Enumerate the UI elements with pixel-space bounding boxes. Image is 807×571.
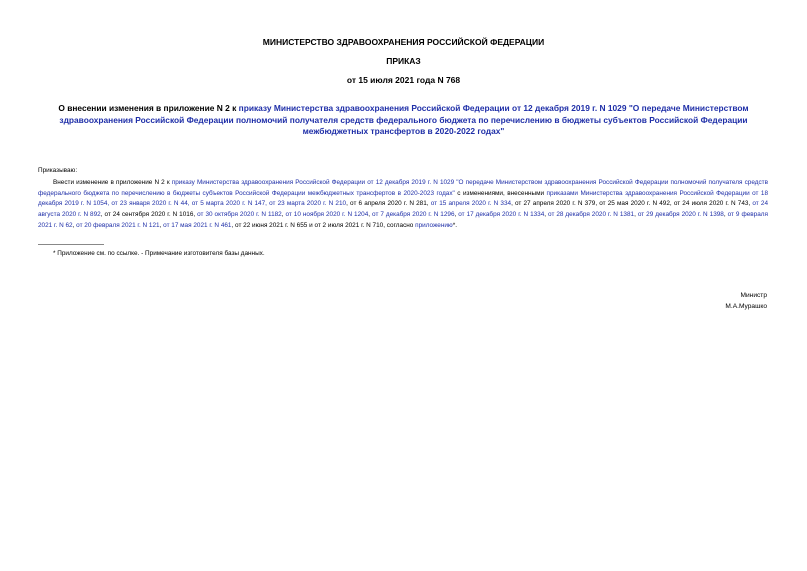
body-text-fragment: , от 6 апреля 2020 г. N 281, (346, 200, 431, 208)
signer-title: Министр (740, 292, 767, 299)
link-order-892[interactable]: от 24 августа 2020 г. N 892 (38, 200, 768, 219)
link-order-1334[interactable]: от 17 декабря 2020 г. N 1334 (458, 211, 545, 219)
title-prefix: О внесении изменения в приложение N 2 к (58, 103, 239, 113)
body-end: *. (452, 221, 457, 229)
link-order-1381[interactable]: от 28 декабря 2020 г. N 1381 (548, 211, 635, 219)
body-text-fragment: , (368, 211, 373, 219)
link-order-1296[interactable]: от 7 декабря 2020 г. N 1296 (372, 211, 455, 219)
body-with-changes: с изменениями, внесенными (454, 189, 545, 197)
body-text-fragment: , (634, 211, 638, 219)
link-order-1204[interactable]: от 10 ноября 2020 г. N 1204 (285, 211, 369, 219)
link-amending-orders[interactable]: приказами Министерства здравоохранения Российской Федерации от 18 декабря 2019 г. N 1054, от 23 января 2020 г. N 44, от 5 марта 2020 г. N 147, от 23 марта 2020 г. N 210 (38, 189, 768, 208)
link-order-461[interactable]: от 17 мая 2021 г. N 461 (163, 221, 232, 229)
title-link-order-1029[interactable]: приказу Министерства здравоохранения Российской Федерации от 12 декабря 2019 г. N 1029 "О передаче Министерством здравоохранения Российской Федерации полномочий получателя средств федерального бюджета по перечислению в бюджеты субъектов Российской Федерации межбюджетных трансфертов в 2020-2022 годах" (59, 103, 749, 136)
link-appendix[interactable]: приложению (415, 221, 453, 229)
link-order-1182[interactable]: от 30 октября 2020 г. N 1182 (197, 211, 282, 219)
order-word: Приказываю: (38, 167, 78, 174)
body-start: Внести изменение в приложение N 2 к (53, 179, 170, 186)
body-text-fragment: , от 27 апреля 2020 г. N 379, от 25 мая 2020 г. N 492, от 24 июля 2020 г. N 743, (511, 200, 753, 208)
link-order-121[interactable]: от 20 февраля 2021 г. N 121 (76, 221, 160, 229)
signer-name: М.А.Мурашко (725, 303, 767, 310)
body-text-fragment: , (281, 211, 286, 219)
body-text-fragment: , (723, 211, 728, 219)
link-order-1029[interactable]: приказу Министерства здравоохранения Российской Федерации от 12 декабря 2019 г. N 1029 "О передаче Министерством здравоохранения Российской Федерации полномочий получателя средств федерального бюджета по перечислению в бюджеты субъектов Российской Федерации межбюджетных трансфертов в 2020-2023 годах" (38, 179, 768, 197)
link-order-334[interactable]: от 15 апреля 2020 г. N 334 (430, 200, 512, 208)
body-text-fragment: , (72, 221, 77, 229)
document-date: от 15 июля 2021 года N 768 (346, 75, 461, 85)
body-text-fragment: , (454, 211, 459, 219)
body-text-fragment: , от 24 сентября 2020 г. N 1016, (100, 211, 198, 219)
link-order-62[interactable]: от 9 февраля 2021 г. N 62 (38, 211, 768, 229)
body-text-fragment: , (544, 211, 549, 219)
body-text-fragment: , (159, 221, 164, 229)
footnote-divider (38, 244, 104, 245)
document-type: ПРИКАЗ (386, 56, 421, 66)
document-title (50, 103, 757, 138)
body-text-fragment: , от 22 июня 2021 г. N 655 и от 2 июля 2021 г. N 710, согласно (231, 221, 416, 229)
link-order-1398[interactable]: от 29 декабря 2020 г. N 1398 (637, 211, 724, 219)
body-paragraph (38, 178, 768, 232)
ministry-name: МИНИСТЕРСТВО ЗДРАВООХРАНЕНИЯ РОССИЙСКОЙ ФЕДЕРАЦИИ (262, 37, 545, 47)
footnote: * Приложение см. по ссылке. - Примечание изготовителя базы данных. (53, 250, 265, 257)
